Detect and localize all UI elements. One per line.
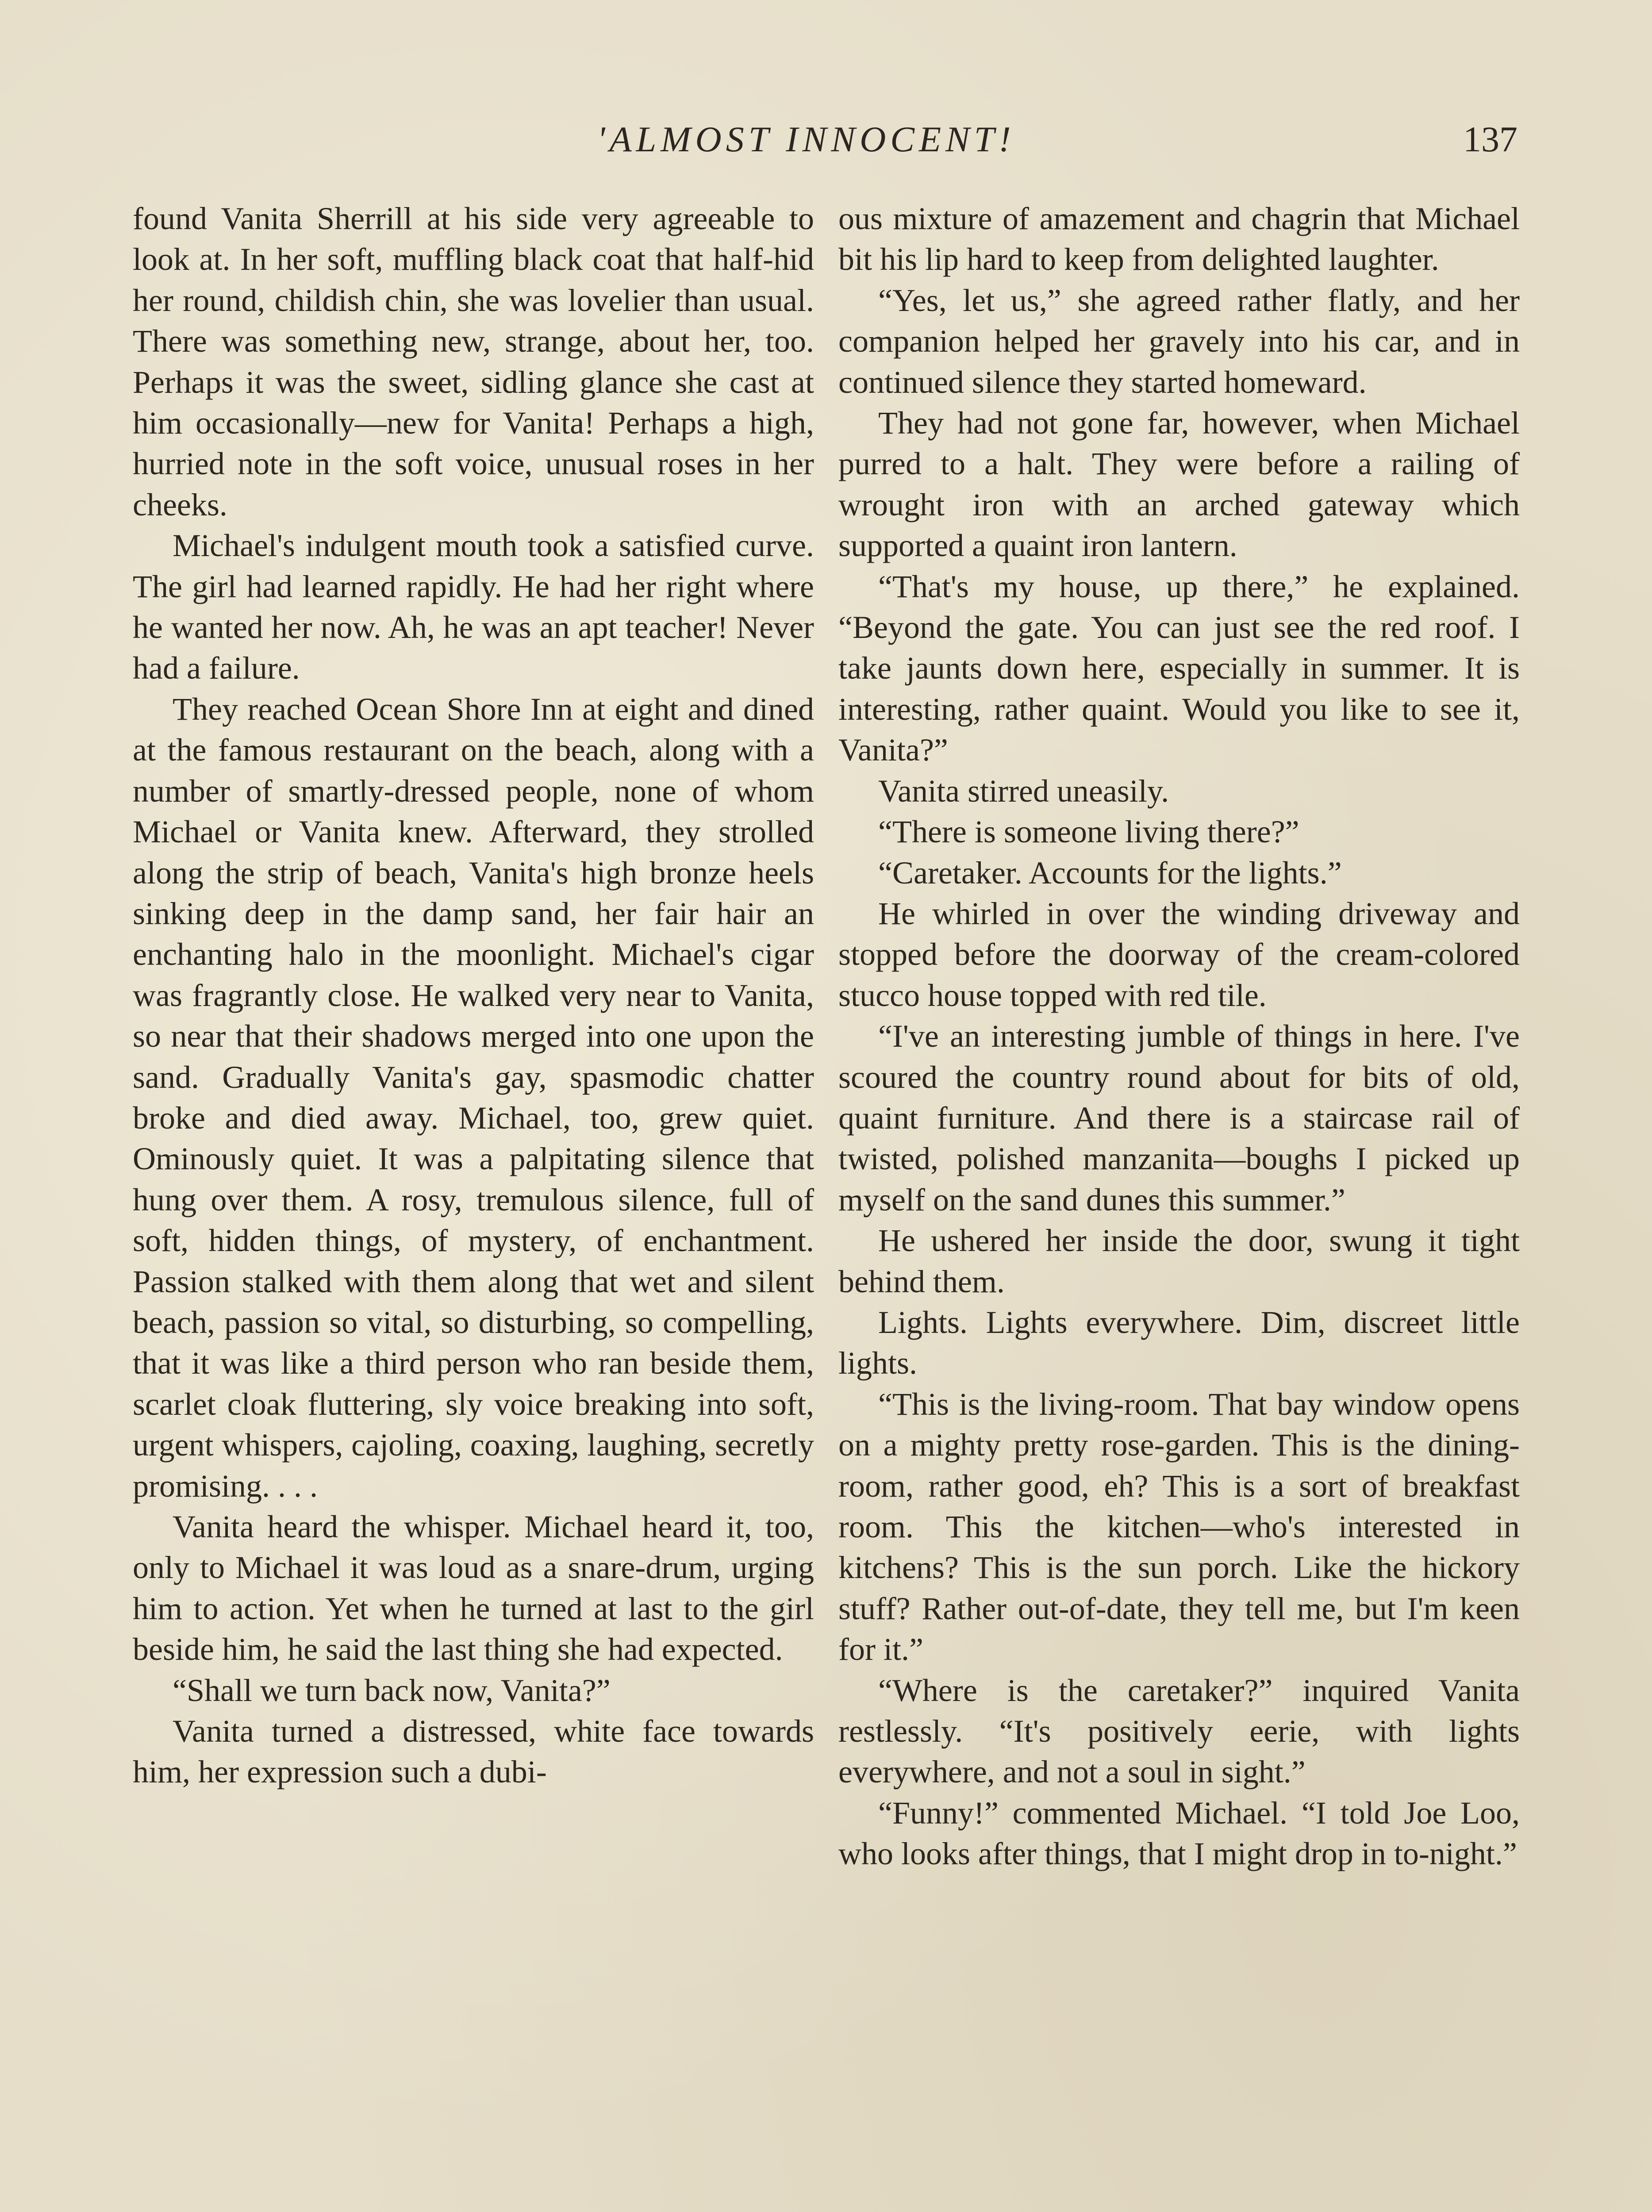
paragraph: “This is the living-room. That bay window opens on a mighty pretty rose-garden. This is the dining-room, rather good, eh? This is a sort of breakfast room. This the kitchen—who's interested in kitchens? This is the sun porch. Like the hickory stuff? Rather out-of-date, they tell me, but I'm keen for it.”	[838, 1386, 1520, 1667]
paragraph: They reached Ocean Shore Inn at eight and dined at the famous restaurant on the beach, along with a number of smartly-dressed people, none of whom Michael or Vanita knew. Afterward, they strolled along the strip of beach, Vanita's high bronze heels sinking deep in the damp sand, her fair hair an enchanting halo in the moonlight. Michael's cigar was fragrantly close. He walked very near to Vanita, so near that their shadows merged into one upon the sand. Gradually Vanita's gay, spasmodic chatter broke and died away. Michael, too, grew quiet. Ominously quiet. It was a palpitating silence that hung over them. A rosy, tremulous silence, full of soft, hidden things, of mystery, of enchantment. Passion stalked with them along that wet and silent beach, passion so vital, so disturbing, so compelling, that it was like a third person who ran beside them, scarlet cloak fluttering, sly voice breaking into soft, urgent whispers, cajoling, coaxing, laughing, secretly promising. . . .	[133, 691, 814, 1504]
running-title: 'ALMOST INNOCENT!	[597, 119, 1015, 159]
paragraph: Vanita turned a distressed, white face towards him, her expression such a dubi-	[133, 1713, 814, 1790]
paragraph: He ushered her inside the door, swung it tight behind them.	[838, 1223, 1520, 1299]
right-column	[838, 198, 1520, 1874]
paragraph: ous mixture of amazement and chagrin that Michael bit his lip hard to keep from delighted laughter.	[838, 201, 1520, 277]
paragraph: They had not gone far, however, when Michael purred to a halt. They were before a railing of wrought iron with an arched gateway which supported a quaint iron lantern.	[838, 405, 1520, 564]
paragraph: “I've an interesting jumble of things in here. I've scoured the country round about for bits of old, quaint furniture. And there is a staircase rail of twisted, polished manzanita—boughs I picked up myself on the sand dunes this summer.”	[838, 1018, 1520, 1217]
paragraph: found Vanita Sherrill at his side very agreeable to look at. In her soft, muffling black coat that half-hid her round, childish chin, she was lovelier than usual. There was something new, strange, about her, too. Perhaps it was the sweet, sidling glance she cast at him occasionally—new for Vanita! Perhaps a high, hurried note in the soft voice, unusual roses in her cheeks.	[133, 201, 814, 522]
left-column	[133, 198, 814, 1793]
paragraph: “Shall we turn back now, Vanita?”	[173, 1672, 611, 1708]
paragraph: “There is someone living there?”	[878, 814, 1299, 850]
paragraph: Vanita heard the whisper. Michael heard it, too, only to Michael it was loud as a snare-drum, urging him to action. Yet when he turned at last to the girl beside him, he said the last thing she had expected.	[133, 1509, 814, 1667]
page-header	[133, 119, 1518, 167]
paragraph: Vanita stirred uneasily.	[878, 773, 1169, 809]
paragraph: “Funny!” commented Michael. “I told Joe Loo, who looks after things, that I might drop in to-night.”	[838, 1795, 1520, 1872]
paragraph: He whirled in over the winding driveway and stopped before the doorway of the cream-colored stucco house topped with red tile.	[838, 895, 1520, 1013]
paragraph: “Caretaker. Accounts for the lights.”	[878, 855, 1342, 891]
page-number: 137	[1463, 119, 1518, 159]
paragraph: Michael's indulgent mouth took a satisfied curve. The girl had learned rapidly. He had her right where he wanted her now. Ah, he was an apt teacher! Never had a failure.	[133, 528, 814, 686]
paragraph: “That's my house, up there,” he explained. “Beyond the gate. You can just see the red roof. I take jaunts down here, especially in summer. It is interesting, rather quaint. Would you like to see it, Vanita?”	[838, 568, 1520, 768]
paragraph: “Yes, let us,” she agreed rather flatly, and her companion helped her gravely into his car, and in continued silence they started homeward.	[838, 282, 1520, 400]
paragraph: “Where is the caretaker?” inquired Vanita restlessly. “It's positively eerie, with lights everywhere, and not a soul in sight.”	[838, 1672, 1520, 1790]
paragraph: Lights. Lights everywhere. Dim, discreet little lights.	[838, 1304, 1520, 1381]
